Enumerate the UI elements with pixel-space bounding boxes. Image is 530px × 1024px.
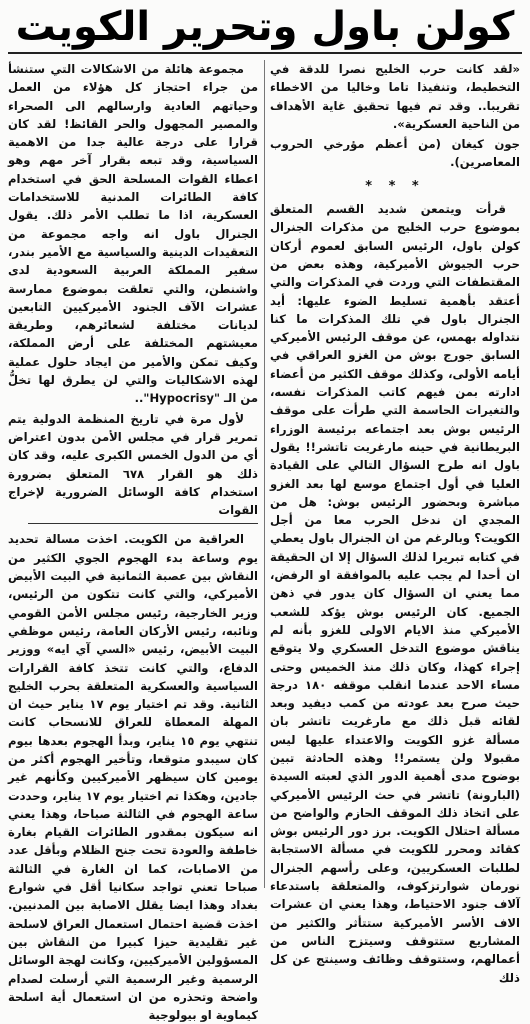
body-paragraph: مجموعة هائلة من الاشكالات التي ستنشأ من جراء احتجاز كل هؤلاء من العمل وحياتهم العادية وارسالهم الى الصحراء والمصير المجهول والحر القائظ! لقد كان قرارا على درجة عالية جدا من الاهمية السياسية، وقد تبعه بقرار آخر مهم وهو اعطاء القوات المسلحة الحق في استخدام كافة الطائرات المدنية للاستخدامات العسكرية، اذا ما تطلب الأمر ذلك. يقول الجنرال باول انه واجه مجموعة من التعقيدات الدينية والسياسية مع الأمير بندر، سفير المملكة العربية السعودية لدى واشنطن، والتي تعلقت بموضوع ممارسة عشرات الآف الجنود الأميركيين التابعين لديانات مختلفة لشعائرهم، وطريقة معيشتهم المختلفة على أرض المملكة، وكيف تمكن والأمير من ايجاد حلول عملية لهذه الاشكاليات والتي لن يطرق لها تخلُّ من الـ "Hypocrisy".. [8, 62, 258, 406]
opening-quote: «لقد كانت حرب الخليج نصرا للدقة في التخطيط، وتنفيذا تاما وخاليا من الاخطاء تقريبا.. وقد تم فيها تحقيق غاية الأهداف من الناحية العسكرية». [270, 62, 520, 131]
left-column [8, 60, 258, 1023]
right-column [270, 60, 520, 985]
article-headline: كولن باول وتحرير الكويت [15, 4, 515, 50]
body-paragraph: قرأت ويتمعن شديد القسم المتعلق بموضوع حرب الخليج من مذكرات الجنرال كولن باول، الرئيس السابق لعموم أركان حرب الجيوش الأميركية، وهذه بعض من المقتطفات التي وردت في المذكرات والتي أعتقد بأهمية تسليط الضوء عليها: أيد الجنرال باول في تلك المذكرات ما كنا نتداوله بهمس، عن موقف الرئيس الأميركي السابق جورج بوش من الغزو العراقي في أيامه الأولى، وكذلك موقف الكثير من أعضاء ادارته بمن فيهم كاتب المذكرات نفسه، والتغيرات الحاسمة التي طرأت على موقف الرئيس بوش بعد اجتماعه برئيسة الوزراء البريطانية في حينه مارغريت تاتشر!! يقول باول انه طرح السؤال التالي على القيادة العليا في أول اجتماع موسع لها بعد الغزو مباشرة وبحضور الرئيس بوش: هل من المجدي ان ندخل الحرب معا من أجل الكويت؟ وبالرغم من ان الجنرال باول يعطي في كتابه تبريرا لذلك السؤال إلا ان الحقيقة ان أحدا لم يجب عليه بالموافقة او الرفض، مما يعني ان السؤال كان يدور في ذهن الجميع. كان الرئيس بوش يؤكد للشعب الأميركي منذ الايام الاولى للغزو بأنه لم يناقش موضوع التدخل العسكري ولا يتوقع إجراء كهذا، وكان ذلك منذ الخميس وحتى مساء الاحد عندما انقلب موقفه ١٨٠ درجة حيث صرح بعد عودته من كمب ديفيد وبعد لقائه قبل ذلك مع مارغريت تاتشر بان مسألة غزو الكويت والاعتداء عليها ليس مقبولا ولن يستمر!! وهذه الحادثة تبين بوضوح مدى أهمية الدور الذي لعبته السيدة (البارونة) تاتشر في حث الرئيس الأميركي على اتخاذ ذلك الموقف الحازم والواضح من مسألة احتلال الكويت. برز دور الرئيس بوش كقائد ومحرر للكويت في مسألة الاستجابة لطلبات العسكريين، وعلى رأسهم الجنرال نورمان شوارتزكوف، والمتعلقة باستدعاء آلاف جنود الاحتياط، وهذا يعني ان عشرات الاف الأسر الأميركية ستتأثر والكثير من المشاريع ستتوقف وسيتزح الناس من أعمالهم، وستتوقف وظائف وسينتج عن كل ذلك [270, 202, 520, 985]
column-divider [264, 60, 265, 888]
section-separator: * * * [365, 178, 425, 194]
headline-rule [8, 52, 522, 54]
body-paragraph: العراقية من الكويت. اخذت مسالة تحديد يوم وساعة بدء الهجوم الجوي الكثير من النقاش بين عصبة الثمانية في البيت الأبيض الأميركي، والتي كانت تتكون من الرئيس، وزير الخارجية، رئيس مجلس الأمن القومي ونائبه، رئيس الأركان العامة، رئيس موظفي البيت الأبيض، رئيس «السي آي ايه» ووزير الدفاع، والتي كانت تتخذ كافة القرارات السياسية والعسكرية المتعلقة بحرب الخليج الثانية. وقد تم اختيار يوم ١٧ يناير حيث ان المهلة المعطاة للعراق للانسحاب كانت تنتهي يوم ١٥ يناير، وبدأ الهجوم بعدها بيوم كان سيبدو متوقعا، وتأخير الهجوم أكثر من يومين كان سيظهر الأميركيين وكأنهم غير جادين، وهكذا تم اختيار يوم ١٧ يناير، وحددت ساعة الهجوم في الثالثة صباحا، وهذا يعني انه سيكون بمقدور الطائرات القيام بغارة خاطفة والعودة تحت جنح الظلام وبأقل عدد من الاصابات، كما ان الغارة في الثالثة صباحا تعني تواجد سكانيا أقل في شوارع بغداد وهذا ايضا يقلل الاصابة بين المدنيين. اخذت قضية احتمال استعمال العراق لاسلحة غير تقليدية حيزا كبيرا من النقاش بين المسؤولين الأميركيين، وكانت لهجة الوسائل الرسمية وغير الرسمية التي أرسلت لصدام واضحة وتحذره من ان استعمال أية اسلحة كيماوية او بيولوجية [8, 532, 258, 1023]
body-paragraph: لأول مرة في تاريخ المنظمة الدولية يتم تمرير قرار في مجلس الأمن بدون اعتراض أي من الدول الخمس الكبرى عليه، وقد كان ذلك هو القرار ٦٧٨ المتعلق بضرورة استخدام كافة الوسائل الضرورية لإخراج القوات [8, 411, 258, 518]
quote-attribution: جون كيغان (من أعظم مؤرخي الحروب المعاصرين). [270, 137, 520, 170]
column-section-rule [28, 523, 258, 524]
